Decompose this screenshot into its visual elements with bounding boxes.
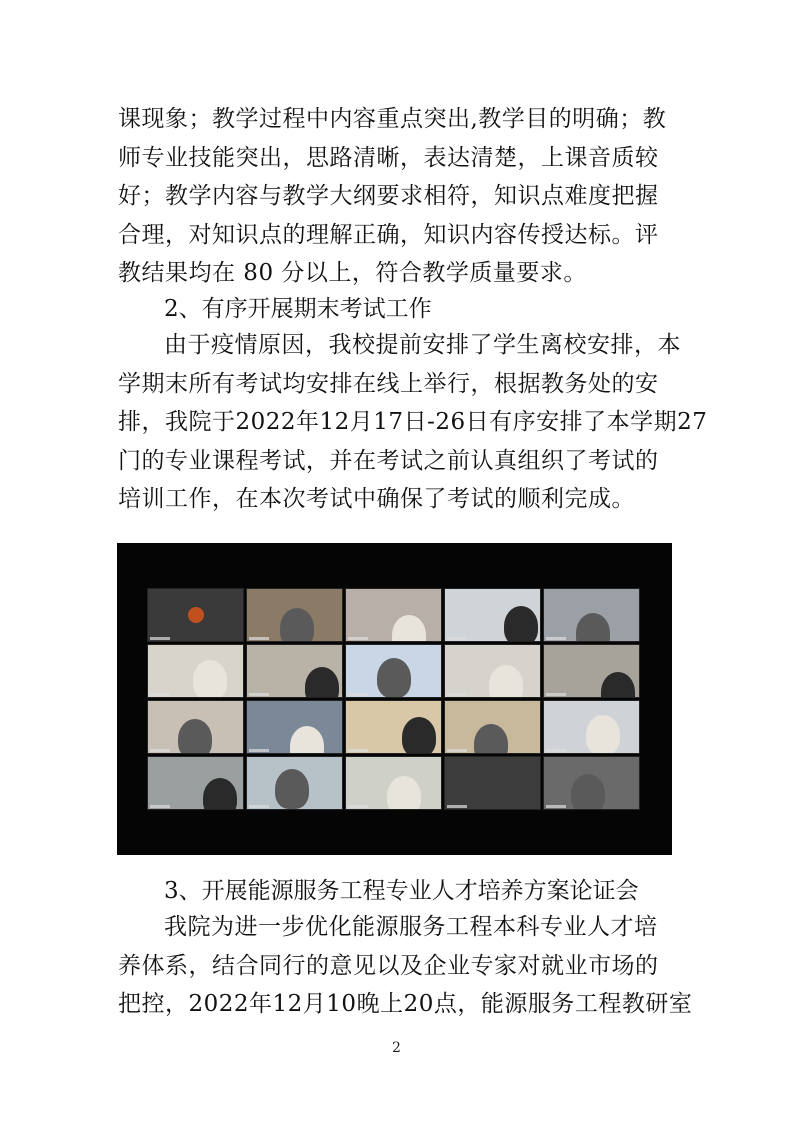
video-tile bbox=[147, 756, 244, 810]
participant-figure bbox=[402, 717, 436, 754]
text-line: 合理，对知识点的理解正确，知识内容传授达标。评 bbox=[118, 221, 659, 248]
video-tile bbox=[543, 644, 640, 698]
video-tile bbox=[345, 700, 442, 754]
participant-name-tag bbox=[546, 805, 566, 808]
participant-name-tag bbox=[348, 805, 368, 808]
video-tile bbox=[246, 756, 343, 810]
text-line: 把控，2022年12月10晚上20点，能源服务工程教研室 bbox=[118, 991, 693, 1018]
text-line: 学期末所有考试均安排在线上举行，根据教务处的安 bbox=[118, 370, 659, 397]
video-tile bbox=[444, 588, 541, 642]
participant-figure bbox=[305, 667, 339, 698]
participant-figure bbox=[387, 776, 421, 810]
participant-figure bbox=[489, 665, 523, 698]
video-tile bbox=[147, 644, 244, 698]
participant-figure bbox=[290, 726, 324, 754]
participant-name-tag bbox=[150, 637, 170, 640]
avatar-icon bbox=[188, 607, 204, 623]
video-tile bbox=[543, 588, 640, 642]
participant-name-tag bbox=[546, 637, 566, 640]
section-heading-exams: 2、有序开展期末考试工作 bbox=[164, 296, 432, 322]
video-conference-grid bbox=[147, 588, 642, 812]
video-tile bbox=[147, 700, 244, 754]
participant-figure bbox=[601, 672, 635, 698]
video-tile bbox=[345, 756, 442, 810]
participant-name-tag bbox=[447, 805, 467, 808]
participant-name-tag bbox=[150, 749, 170, 752]
video-tile bbox=[147, 588, 244, 642]
participant-figure bbox=[571, 774, 605, 810]
participant-figure bbox=[193, 660, 227, 698]
participant-name-tag bbox=[447, 693, 467, 696]
text-line: 门的专业课程考试，并在考试之前认真组织了考试的 bbox=[118, 447, 659, 474]
paragraph-exams bbox=[118, 326, 708, 519]
participant-name-tag bbox=[150, 805, 170, 808]
text-line: 师专业技能突出，思路清晰，表达清楚，上课音质较 bbox=[118, 144, 659, 171]
text-line: 排，我院于2022年12月17日-26日有序安排了本学期27 bbox=[118, 409, 708, 436]
participant-name-tag bbox=[249, 693, 269, 696]
participant-figure bbox=[275, 769, 309, 809]
participant-name-tag bbox=[447, 637, 467, 640]
participant-name-tag bbox=[249, 749, 269, 752]
page-number: 2 bbox=[392, 1040, 401, 1056]
participant-figure bbox=[280, 608, 314, 642]
video-tile bbox=[345, 588, 442, 642]
participant-figure bbox=[203, 778, 237, 810]
video-tile bbox=[345, 644, 442, 698]
participant-name-tag bbox=[546, 749, 566, 752]
participant-name-tag bbox=[546, 693, 566, 696]
participant-figure bbox=[576, 613, 610, 642]
participant-name-tag bbox=[348, 637, 368, 640]
participant-name-tag bbox=[348, 749, 368, 752]
video-tile bbox=[246, 588, 343, 642]
video-tile bbox=[444, 700, 541, 754]
paragraph-program-review bbox=[118, 908, 693, 1024]
text-line: 养体系，结合同行的意见以及企业专家对就业市场的 bbox=[118, 952, 659, 979]
video-tile bbox=[246, 700, 343, 754]
text-line: 我院为进一步优化能源服务工程本科专业人才培 bbox=[164, 914, 658, 940]
participant-figure bbox=[178, 719, 212, 754]
participant-figure bbox=[377, 658, 411, 698]
text-line: 好；教学内容与教学大纲要求相符，知识点难度把握 bbox=[118, 183, 659, 210]
text-line: 由于疫情原因，我校提前安排了学生离校安排，本 bbox=[164, 332, 681, 358]
text-line: 教结果均在 80 分以上，符合教学质量要求。 bbox=[118, 260, 587, 287]
online-exam-photo bbox=[117, 543, 672, 855]
video-tile bbox=[444, 644, 541, 698]
section-heading-program-review: 3、开展能源服务工程专业人才培养方案论证会 bbox=[164, 878, 639, 904]
participant-figure bbox=[586, 715, 620, 754]
participant-name-tag bbox=[348, 693, 368, 696]
video-tile bbox=[444, 756, 541, 810]
participant-name-tag bbox=[249, 805, 269, 808]
participant-figure bbox=[504, 606, 538, 642]
participant-figure bbox=[392, 615, 426, 642]
participant-name-tag bbox=[249, 637, 269, 640]
video-tile bbox=[246, 644, 343, 698]
participant-name-tag bbox=[447, 749, 467, 752]
text-line: 课现象；教学过程中内容重点突出,教学目的明确；教 bbox=[118, 106, 667, 132]
video-tile bbox=[543, 756, 640, 810]
participant-name-tag bbox=[150, 693, 170, 696]
text-line: 培训工作，在本次考试中确保了考试的顺利完成。 bbox=[118, 486, 635, 513]
participant-figure bbox=[474, 724, 508, 754]
video-tile bbox=[543, 700, 640, 754]
paragraph-evaluation bbox=[118, 100, 678, 293]
